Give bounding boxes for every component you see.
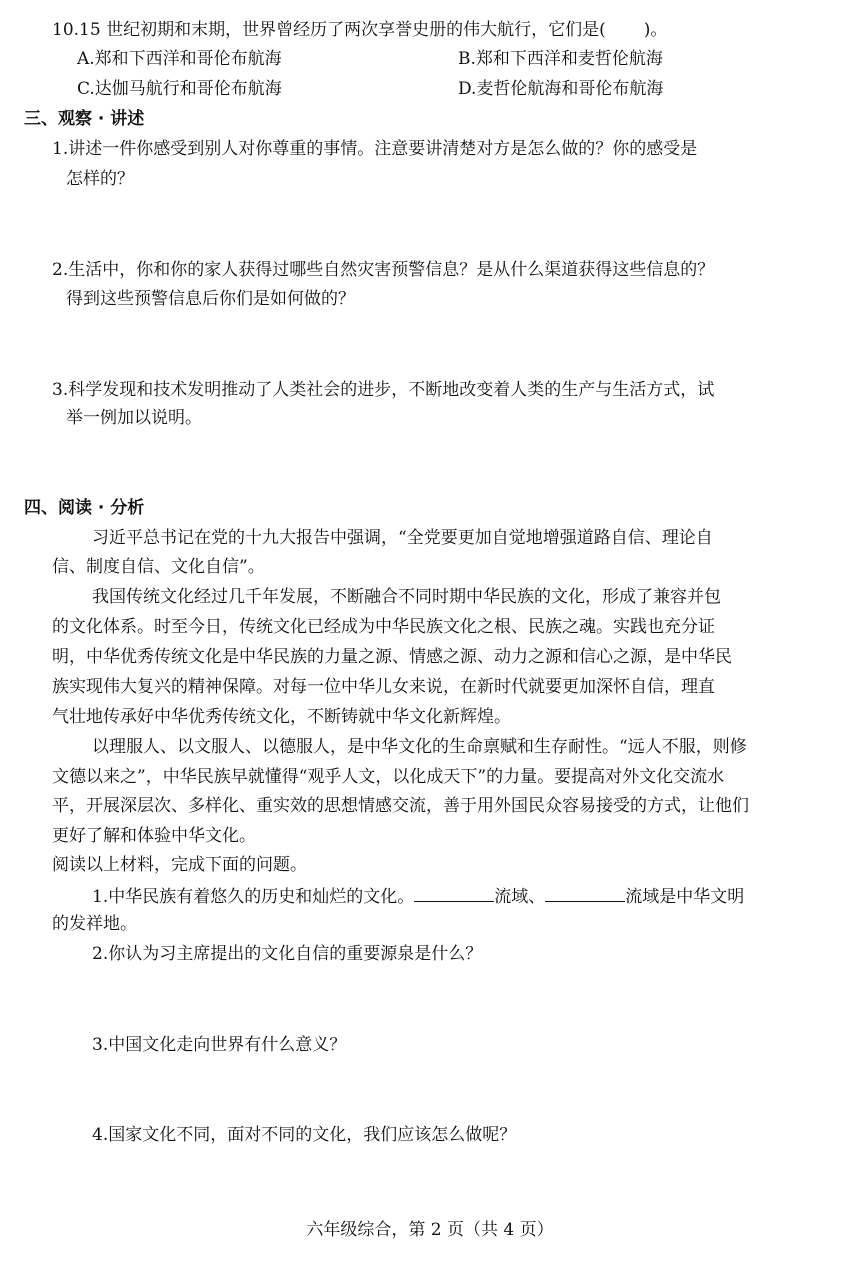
question-10-stem: 10.15 世纪初期和末期，世界曾经历了两次享誉史册的伟大航行，它们是( )。 (52, 20, 668, 40)
sec3-question-1: 1.讲述一件你感受到别人对你尊重的事情。注意要讲清楚对方是怎么做的？你的感受是 (52, 139, 698, 159)
sec4-question-3: 3.中国文化走向世界有什么意义？ (92, 1035, 347, 1055)
passage-p2-cont: 气壮地传承好中华优秀传统文化，不断铸就中华文化新辉煌。 (52, 707, 511, 727)
option-b: B.郑和下西洋和麦哲伦航海 (458, 49, 663, 69)
sec3-question-2-cont: 得到这些预警信息后你们是如何做的？ (66, 289, 355, 309)
page-footer: 六年级综合，第 2 页（共 4 页） (306, 1220, 554, 1240)
passage-p3: 以理服人、以文服人、以德服人，是中华文化的生命禀赋和生存耐性。“远人不服，则修 (92, 737, 747, 757)
option-a: A.郑和下西洋和哥伦布航海 (77, 49, 282, 69)
answer-blank[interactable] (414, 885, 494, 902)
sec3-question-2: 2.生活中，你和你的家人获得过哪些自然灾害预警信息？是从什么渠道获得这些信息的？ (52, 260, 715, 280)
passage-p1-cont: 信、制度自信、文化自信”。 (52, 557, 265, 577)
passage-p2-cont: 明，中华优秀传统文化是中华民族的力量之源、情感之源、动力之源和信心之源，是中华民 (52, 647, 732, 667)
passage-p2-cont: 族实现伟大复兴的精神保障。对每一位中华儿女来说，在新时代就要更加深怀自信，理直 (52, 677, 715, 697)
sec4-question-4: 4.国家文化不同，面对不同的文化，我们应该怎么做呢？ (92, 1125, 517, 1145)
passage-p3-cont: 文德以来之”，中华民族早就懂得“观乎人文，以化成天下”的力量。要提高对外文化交流水 (52, 767, 725, 787)
sec4-question-1: 1.中华民族有着悠久的历史和灿烂的文化。 流域、 流域是中华文明 (92, 885, 744, 908)
passage-p2-cont: 的文化体系。时至今日，传统文化已经成为中华民族文化之根、民族之魂。实践也充分证 (52, 617, 715, 637)
passage-p2: 我国传统文化经过几千年发展，不断融合不同时期中华民族的文化，形成了兼容并包 (92, 587, 721, 607)
sec3-question-1-cont: 怎样的？ (66, 169, 134, 189)
sec3-question-3-cont: 举一例加以说明。 (66, 408, 202, 428)
passage-p3-cont: 更好了解和体验中华文化。 (52, 826, 256, 846)
reading-instruction: 阅读以上材料，完成下面的问题。 (52, 855, 307, 875)
passage-p3-cont: 平，开展深层次、多样化、重实效的思想情感交流，善于用外国民众容易接受的方式，让他们 (52, 796, 749, 816)
passage-p1: 习近平总书记在党的十九大报告中强调，“全党要更加自觉地增强道路自信、理论自 (92, 528, 713, 548)
sec4-question-2: 2.你认为习主席提出的文化自信的重要源泉是什么？ (92, 944, 483, 964)
section-3-title: 三、观察 · 讲述 (24, 109, 145, 129)
option-c: C.达伽马航行和哥伦布航海 (77, 79, 282, 99)
option-d: D.麦哲伦航海和哥伦布航海 (458, 79, 664, 99)
sec3-question-3: 3.科学发现和技术发明推动了人类社会的进步，不断地改变着人类的生产与生活方式，试 (52, 380, 715, 400)
sec4-question-1-cont: 的发祥地。 (52, 914, 137, 934)
section-4-title: 四、阅读 · 分析 (24, 498, 145, 518)
answer-blank[interactable] (545, 885, 625, 902)
